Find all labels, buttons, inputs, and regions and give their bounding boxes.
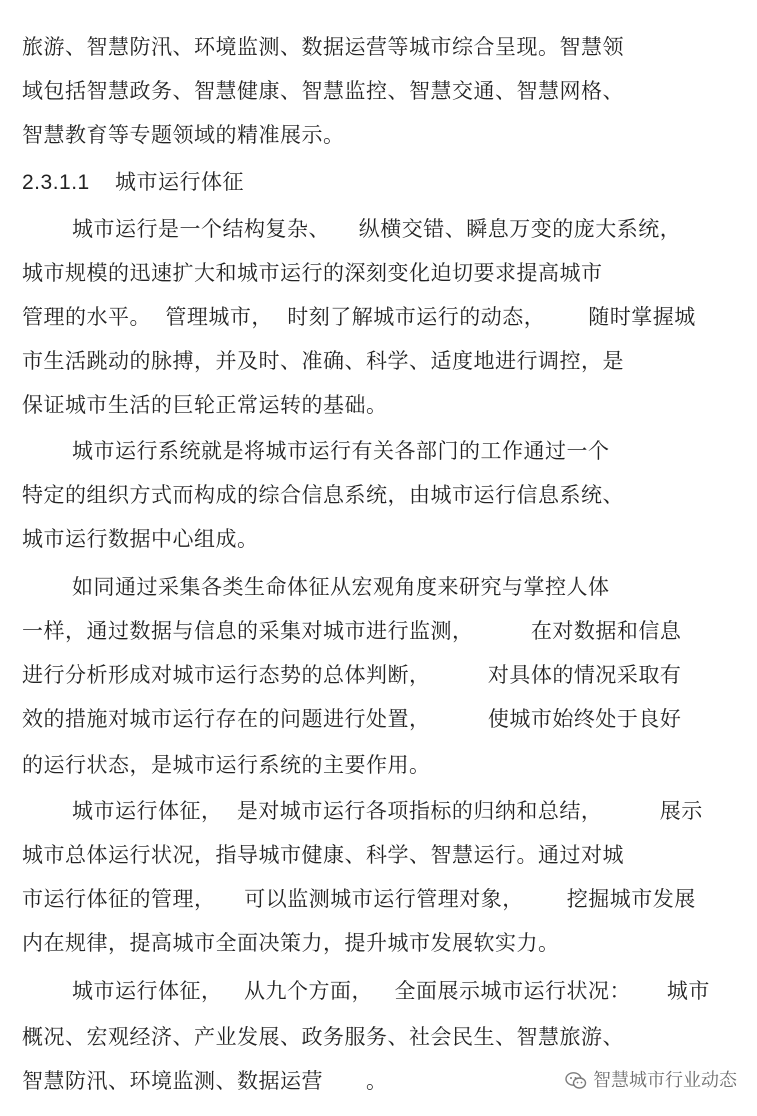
text-line: 域包括智慧政务、智慧健康、智慧监控、智慧交通、智慧网格、 bbox=[22, 79, 624, 103]
text-line: 如同通过采集各类生命体征从宏观角度来研究与掌控人体 bbox=[72, 575, 610, 599]
text-line: 保证城市生活的巨轮正常运转的基础。 bbox=[22, 393, 388, 417]
text-line: 智慧防汛、环境监测、数据运营 。 bbox=[22, 1069, 388, 1093]
text-line: 特定的组织方式而构成的综合信息系统，由城市运行信息系统、 bbox=[22, 483, 624, 507]
text-line: 城市运行数据中心组成。 bbox=[22, 527, 259, 551]
text-line: 城市规模的迅速扩大和城市运行的深刻变化迫切要求提高城市 bbox=[22, 261, 603, 285]
text-line: 概况、宏观经济、产业发展、政务服务、社会民生、智慧旅游、 bbox=[22, 1025, 624, 1049]
section-heading: 2.3.1.1 城市运行体征 bbox=[22, 171, 245, 194]
text-line: 一样，通过数据与信息的采集对城市进行监测， 在对数据和信息 bbox=[22, 619, 682, 643]
watermark-text: 智慧城市行业动态 bbox=[593, 1070, 737, 1091]
text-line: 进行分析形成对城市运行态势的总体判断， 对具体的情况采取有 bbox=[22, 663, 682, 687]
watermark bbox=[565, 1068, 737, 1094]
text-line: 城市运行系统就是将城市运行有关各部门的工作通过一个 bbox=[72, 439, 610, 463]
text-line: 市运行体征的管理， 可以监测城市运行管理对象， 挖掘城市发展 bbox=[22, 887, 696, 911]
text-line: 城市运行体征， 从九个方面， 全面展示城市运行状况： 城市 bbox=[72, 979, 710, 1003]
text-line: 管理的水平。 管理城市， 时刻了解城市运行的动态， 随时掌握城 bbox=[22, 305, 696, 329]
text-line: 旅游、智慧防汛、环境监测、数据运营等城市综合呈现。智慧领 bbox=[22, 35, 624, 59]
text-line: 城市运行体征， 是对城市运行各项指标的归纳和总结， 展示 bbox=[72, 799, 703, 823]
text-line: 的运行状态，是城市运行系统的主要作用。 bbox=[22, 753, 431, 777]
text-line: 城市总体运行状况，指导城市健康、科学、智慧运行。通过对城 bbox=[22, 843, 624, 867]
text-line: 效的措施对城市运行存在的问题进行处置， 使城市始终处于良好 bbox=[22, 707, 682, 731]
wechat-icon bbox=[565, 1071, 587, 1091]
text-line: 内在规律，提高城市全面决策力，提升城市发展软实力。 bbox=[22, 931, 560, 955]
text-line: 城市运行是一个结构复杂、 纵横交错、瞬息万变的庞大系统， bbox=[72, 217, 682, 241]
text-line: 市生活跳动的脉搏，并及时、准确、科学、适度地进行调控，是 bbox=[22, 349, 624, 373]
text-line: 智慧教育等专题领域的精准展示。 bbox=[22, 123, 345, 147]
